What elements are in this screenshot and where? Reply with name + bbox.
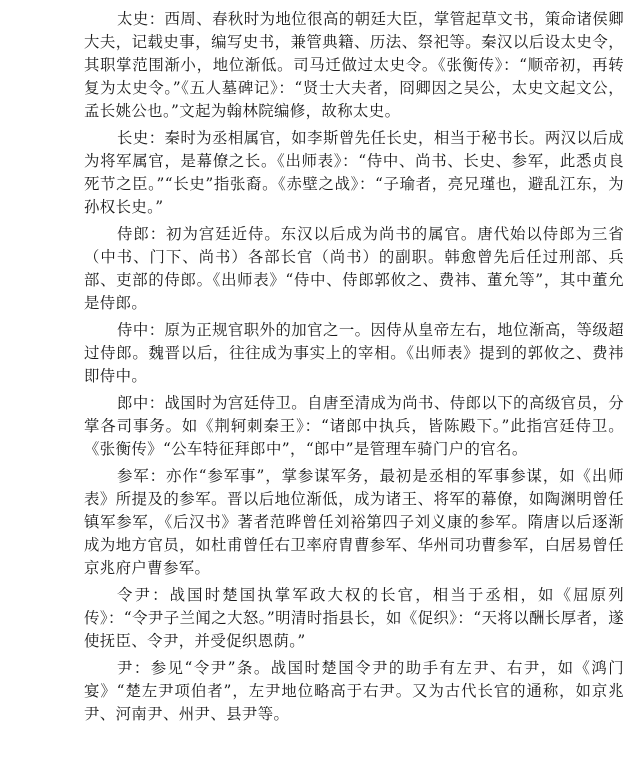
entry-shizhong: 侍中：原为正规官职外的加官之一。因侍从皇帝左右，地位渐高，等级超过侍郎。魏晋以后，往往成为事实上的宰相。《出师表》提到的郭攸之、费祎即侍中。 [84,321,624,385]
entry-langzhong: 郎中：战国时为宫廷侍卫。自唐至清成为尚书、侍郎以下的高级官员，分掌各司事务。如《荆轲刺秦王》：“诸郎中执兵，皆陈殿下。”此指宫廷侍卫。《张衡传》“公车特征拜郎中”，“郎中”是管理车骑门户的官名。 [84,394,624,458]
entry-yin: 尹：参见“令尹”条。战国时楚国令尹的助手有左尹、右尹，如《鸿门宴》“楚左尹项伯者”，左尹地位略高于右尹。又为古代长官的通称，如京兆尹、河南尹、州尹、县尹等。 [84,659,624,723]
entry-taishi: 太史：西周、春秋时为地位很高的朝廷大臣，掌管起草文书，策命诸侯卿大夫，记载史事，编写史书，兼管典籍、历法、祭祀等。秦汉以后设太史令，其职掌范围渐小，地位渐低。司马迁做过太史令。《张衡传》：“顺帝初，再转复为太史令。”《五人墓碑记》：“贤士大夫者，冏卿因之吴公，太史文起文公，孟长姚公也。”文起为翰林院编修，故称太史。 [84,10,624,120]
document-page [84,8,624,730]
entry-shilang: 侍郎：初为宫廷近侍。东汉以后成为尚书的属官。唐代始以侍郎为三省（中书、门下、尚书）各部长官（尚书）的副职。韩愈曾先后任过刑部、兵部、吏部的侍郎。《出师表》“侍中、侍郎郭攸之、费祎、董允等”，其中董允是侍郎。 [84,225,624,312]
entry-canjun: 参军：亦作“参军事”，掌参谋军务，最初是丞相的军事参谋，如《出师表》所提及的参军。晋以后地位渐低，成为诸王、将军的幕僚，如陶渊明曾任镇军参军，《后汉书》著者范晔曾任刘裕第四子刘义康的参军。隋唐以后逐渐成为地方官员，如杜甫曾任右卫率府胄曹参军、华州司功曹参军，白居易曾任京兆府户曹参军。 [84,467,624,577]
entry-lingyin: 令尹：战国时楚国执掌军政大权的长官，相当于丞相，如《屈原列传》：“令尹子兰闻之大怒。”明清时指县长，如《促织》：“天将以酬长厚者，遂使抚臣、令尹，并受促织恩荫。” [84,586,624,650]
entry-zhangshi: 长史：秦时为丞相属官，如李斯曾先任长史，相当于秘书长。两汉以后成为将军属官，是幕僚之长。《出师表》：“侍中、尚书、长史、参军，此悉贞良死节之臣。”“长史”指张裔。《赤壁之战》：“子瑜者，亮兄瑾也，避乱江东，为孙权长史。” [84,129,624,216]
